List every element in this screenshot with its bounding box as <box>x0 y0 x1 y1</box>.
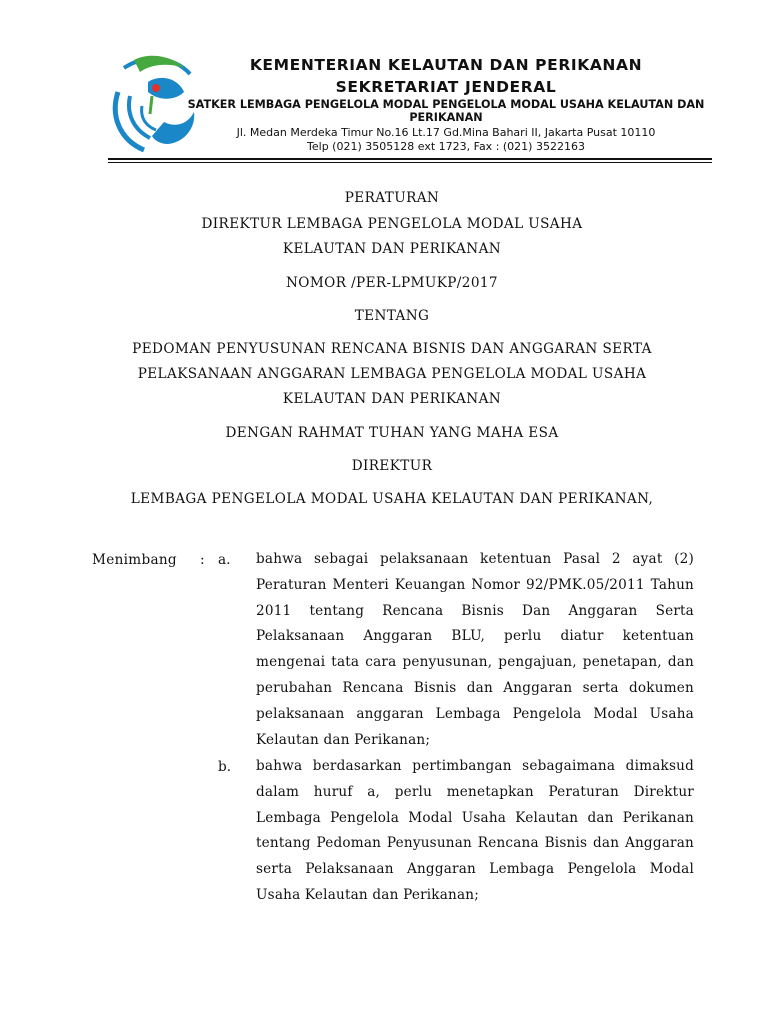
about-heading: TENTANG <box>354 308 430 324</box>
unit-name: SATKER LEMBAGA PENGELOLA MODAL PENGELOLA MODAL USAHA KELAUTAN DAN PERIKANAN <box>187 98 705 124</box>
director-heading: DIREKTUR <box>351 458 433 474</box>
doc-type: PERATURAN <box>344 190 440 206</box>
considering-label: Menimbang <box>92 552 177 568</box>
ministry-name: KEMENTERIAN KELAUTAN DAN PERIKANAN <box>249 56 643 74</box>
regulation-number: NOMOR /PER-LPMUKP/2017 <box>286 275 498 291</box>
considering-item-b: bahwa berdasarkan pertimbangan sebagaimana dimaksud dalam huruf a, perlu menetapkan Peraturan Direktur Lembaga Pengelola Modal Usaha Kelautan dan Perikanan tentang Pedoman Penyusunan Rencana Bisnis dan Anggaran serta Pelaksanaan Anggaran Lembaga Pengelola Modal Usaha Kelautan dan Perikanan; <box>256 758 694 903</box>
issuer-line-2: KELAUTAN DAN PERIKANAN <box>282 241 502 257</box>
considering-colon: : <box>200 552 205 568</box>
secretariat-name: SEKRETARIAT JENDERAL <box>335 78 557 96</box>
item-marker-a: a. <box>218 552 231 568</box>
item-marker-b: b. <box>218 759 232 775</box>
subject-line-3: KELAUTAN DAN PERIKANAN <box>282 391 502 407</box>
considering-item-a: bahwa sebagai pelaksanaan ketentuan Pasal 2 ayat (2) Peraturan Menteri Keuangan Nomor 92/PMK.05/2011 Tahun 2011 tentang Rencana Bisnis Dan Anggaran Serta Pelaksanaan Anggaran BLU, perlu diatur ketentuan mengenai tata cara penyusunan, pengajuan, penetapan, dan perubahan Rencana Bisnis dan Anggaran serta dokumen pelaksanaan anggaran Lembaga Pengelola Modal Usaha Kelautan dan Perikanan; <box>256 551 694 748</box>
letterhead-rule-thick <box>108 158 712 160</box>
phone-fax: Telp (021) 3505128 ext 1723, Fax : (021) 3522163 <box>307 140 585 153</box>
subject-line-1: PEDOMAN PENYUSUNAN RENCANA BISNIS DAN ANGGARAN SERTA <box>132 341 652 357</box>
institution-line: LEMBAGA PENGELOLA MODAL USAHA KELAUTAN DAN PERIKANAN, <box>130 491 654 507</box>
blessing-line: DENGAN RAHMAT TUHAN YANG MAHA ESA <box>225 425 559 441</box>
letterhead-rule-thin <box>108 162 712 163</box>
issuer-line-1: DIREKTUR LEMBAGA PENGELOLA MODAL USAHA <box>201 216 583 232</box>
subject-line-2: PELAKSANAAN ANGGARAN LEMBAGA PENGELOLA MODAL USAHA <box>137 366 647 382</box>
address: Jl. Medan Merdeka Timur No.16 Lt.17 Gd.Mina Bahari II, Jakarta Pusat 10110 <box>236 126 656 139</box>
